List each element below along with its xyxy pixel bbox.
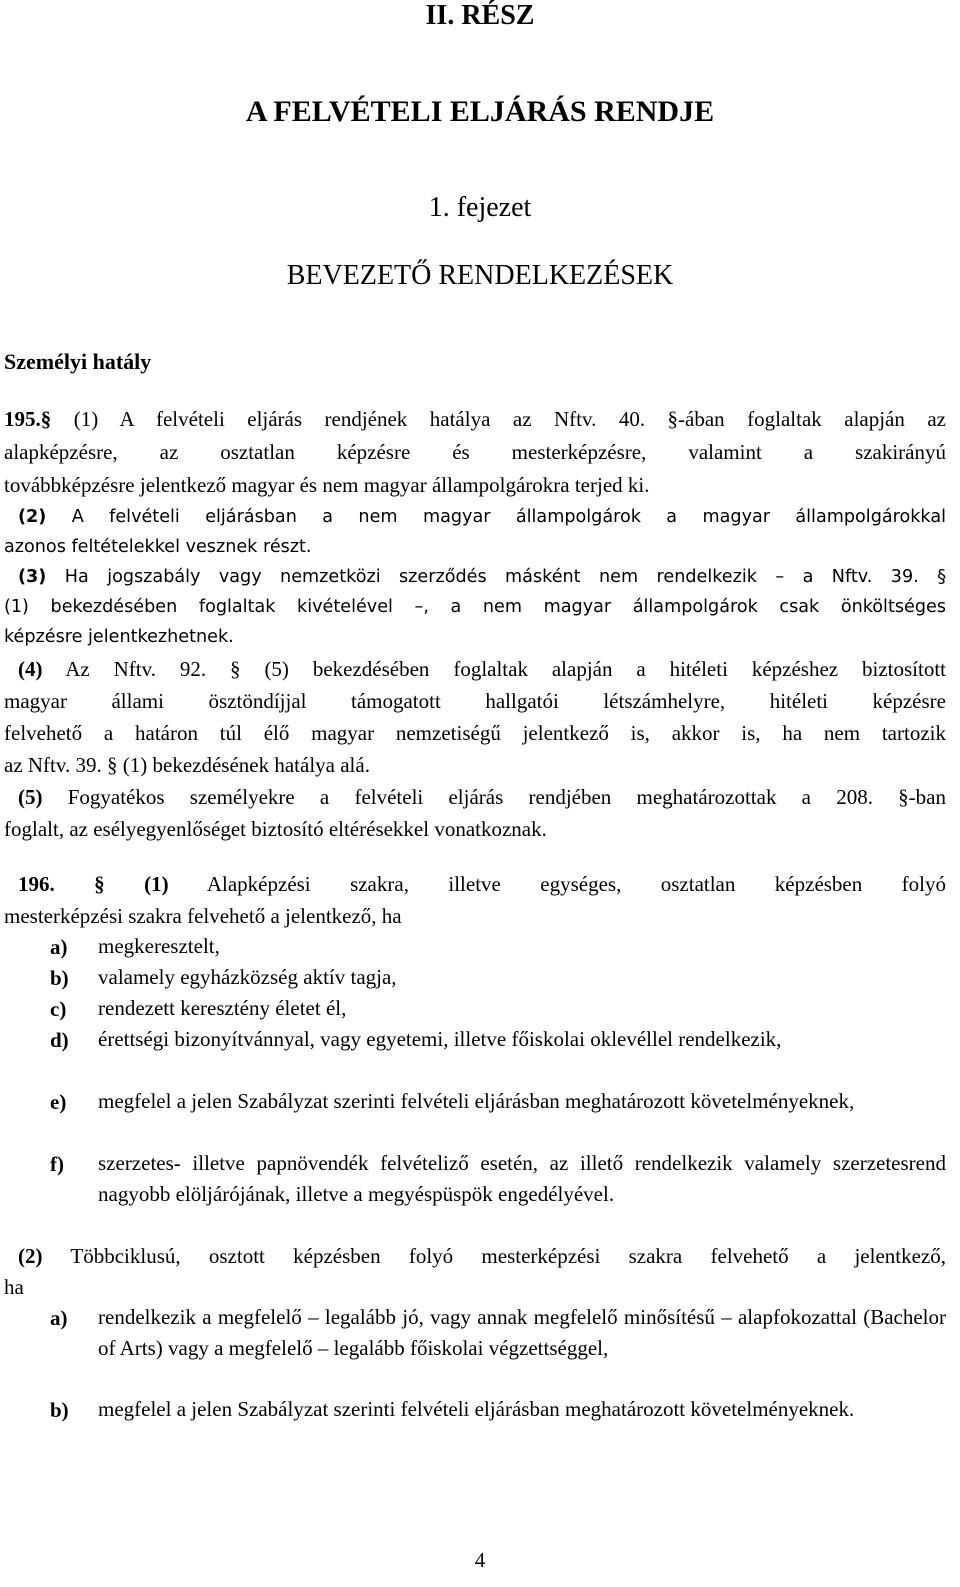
- page-number: 4: [474, 1548, 486, 1572]
- section-196-paragraph-2-line-1: [18, 1242, 946, 1270]
- list-item-label: b): [50, 1398, 69, 1422]
- section-heading: Személyi hatály: [4, 349, 152, 374]
- paragraph-number: (5): [18, 785, 43, 809]
- paragraph-text: Alapképzési szakra, illetve egységes, osztatlan képzésben folyó: [168, 872, 947, 896]
- list-item-text: rendezett keresztény életet él,: [98, 996, 347, 1020]
- list-item-label: a): [50, 935, 68, 959]
- paragraph-line: felvehető a határon túl élő magyar nemzetiségű jelentkező is, akkor is, ha nem tartozik: [4, 721, 946, 745]
- chapter-title: BEVEZETŐ RENDELKEZÉSEK: [286, 260, 674, 291]
- section-196-paragraph-1-line-1: [18, 870, 946, 898]
- paragraph-number: (1): [144, 872, 169, 896]
- paragraph-text: Az Nftv. 92. § (5) bekezdésében foglaltak alapján a hitéleti képzéshez biztosított: [42, 657, 946, 681]
- paragraph-line: mesterképzési szakra felvehető a jelentkező, ha: [4, 904, 402, 928]
- list-item-text: megfelel a jelen Szabályzat szerinti felvételi eljárásban meghatározott követelményeknek,: [98, 1089, 855, 1113]
- paragraph-number: (2): [18, 1244, 43, 1268]
- section-195-paragraph-1-line-1: [4, 405, 946, 435]
- section-sign: §: [40, 407, 52, 431]
- list-item-label: b): [50, 966, 69, 990]
- paragraph-text: Többciklusú, osztott képzésben folyó mesterképzési szakra felvehető a jelentkező,: [42, 1244, 946, 1268]
- paragraph-number: (3): [18, 567, 47, 587]
- section-number: 196.: [18, 872, 55, 896]
- paragraph-line: ha: [4, 1275, 24, 1299]
- part-heading: II. RÉSZ: [425, 0, 535, 31]
- paragraph-line: foglalt, az esélyegyenlőséget biztosító eltérésekkel vonatkoznak.: [4, 817, 547, 841]
- list-item-text: megfelel a jelen Szabályzat szerinti felvételi eljárásban meghatározott követelményeknek.: [98, 1397, 855, 1421]
- paragraph-line: magyar állami ösztöndíjjal támogatott hallgatói létszámhelyre, hitéleti képzésre: [4, 689, 946, 713]
- list-item-label: a): [50, 1306, 68, 1330]
- section-195-paragraph-5-line-1: [18, 783, 946, 811]
- section-195-paragraph-4-line-1: [18, 655, 946, 683]
- paragraph-line: az Nftv. 39. § (1) bekezdésének hatálya alá.: [4, 753, 370, 777]
- list-item-label: e): [50, 1090, 67, 1114]
- paragraph-line: képzésre jelentkezhetnek.: [4, 627, 234, 647]
- list-item-label: f): [50, 1152, 64, 1176]
- paragraph-text: Ha jogszabály vagy nemzetközi szerződés másként nem rendelkezik – a Nftv. 39. §: [46, 567, 946, 587]
- chapter-number: 1. fejezet: [428, 192, 532, 223]
- list-item-text: érettségi bizonyítvánnyal, vagy egyetemi, illetve főiskolai oklevéllel rendelkezik,: [98, 1027, 782, 1051]
- section-195-paragraph-3-line-1: [18, 563, 946, 591]
- paragraph-number: (4): [18, 657, 43, 681]
- list-item-label: d): [50, 1028, 69, 1052]
- paragraph-number: (2): [18, 507, 47, 527]
- paragraph-text: A felvételi eljárásban a nem magyar állampolgárok a magyar állampolgárokkal: [46, 507, 946, 527]
- list-item-text: rendelkezik a megfelelő – legalább jó, vagy annak megfelelő minősítésű – alapfokozattal (Bachelor of Arts) vagy a megfelelő – legalább főiskolai végzettséggel,: [98, 1305, 946, 1360]
- document-title: A FELVÉTELI ELJÁRÁS RENDJE: [245, 95, 715, 128]
- paragraph-line: alapképzésre, az osztatlan képzésre és mesterképzésre, valamint a szakirányú: [4, 440, 946, 464]
- section-sign: §: [94, 872, 105, 896]
- list-item-text: valamely egyházközség aktív tagja,: [98, 965, 397, 989]
- paragraph-line: azonos feltételekkel vesznek részt.: [4, 537, 312, 557]
- paragraph-line: (1) bekezdésében foglaltak kivételével –, a nem magyar állampolgárok csak önköltséges: [4, 597, 946, 617]
- list-item-text: szerzetes- illetve papnövendék felvételiző esetén, az illető rendelkezik valamely szerzetesrend nagyobb elöljárójának, illetve a megyéspüspök engedélyével.: [98, 1151, 946, 1206]
- list-item-label: c): [50, 997, 67, 1021]
- paragraph-line: továbbképzésre jelentkező magyar és nem magyar állampolgárokra terjed ki.: [4, 473, 650, 497]
- paragraph-text: Fogyatékos személyekre a felvételi eljárás rendjében meghatározottak a 208. §-ban: [42, 785, 946, 809]
- paragraph-text: (1) A felvételi eljárás rendjének hatálya az Nftv. 40. §-ában foglaltak alapján az: [51, 407, 946, 431]
- section-195-paragraph-2-line-1: [18, 503, 946, 531]
- list-item-text: megkeresztelt,: [98, 934, 220, 958]
- section-number: 195.: [4, 407, 41, 431]
